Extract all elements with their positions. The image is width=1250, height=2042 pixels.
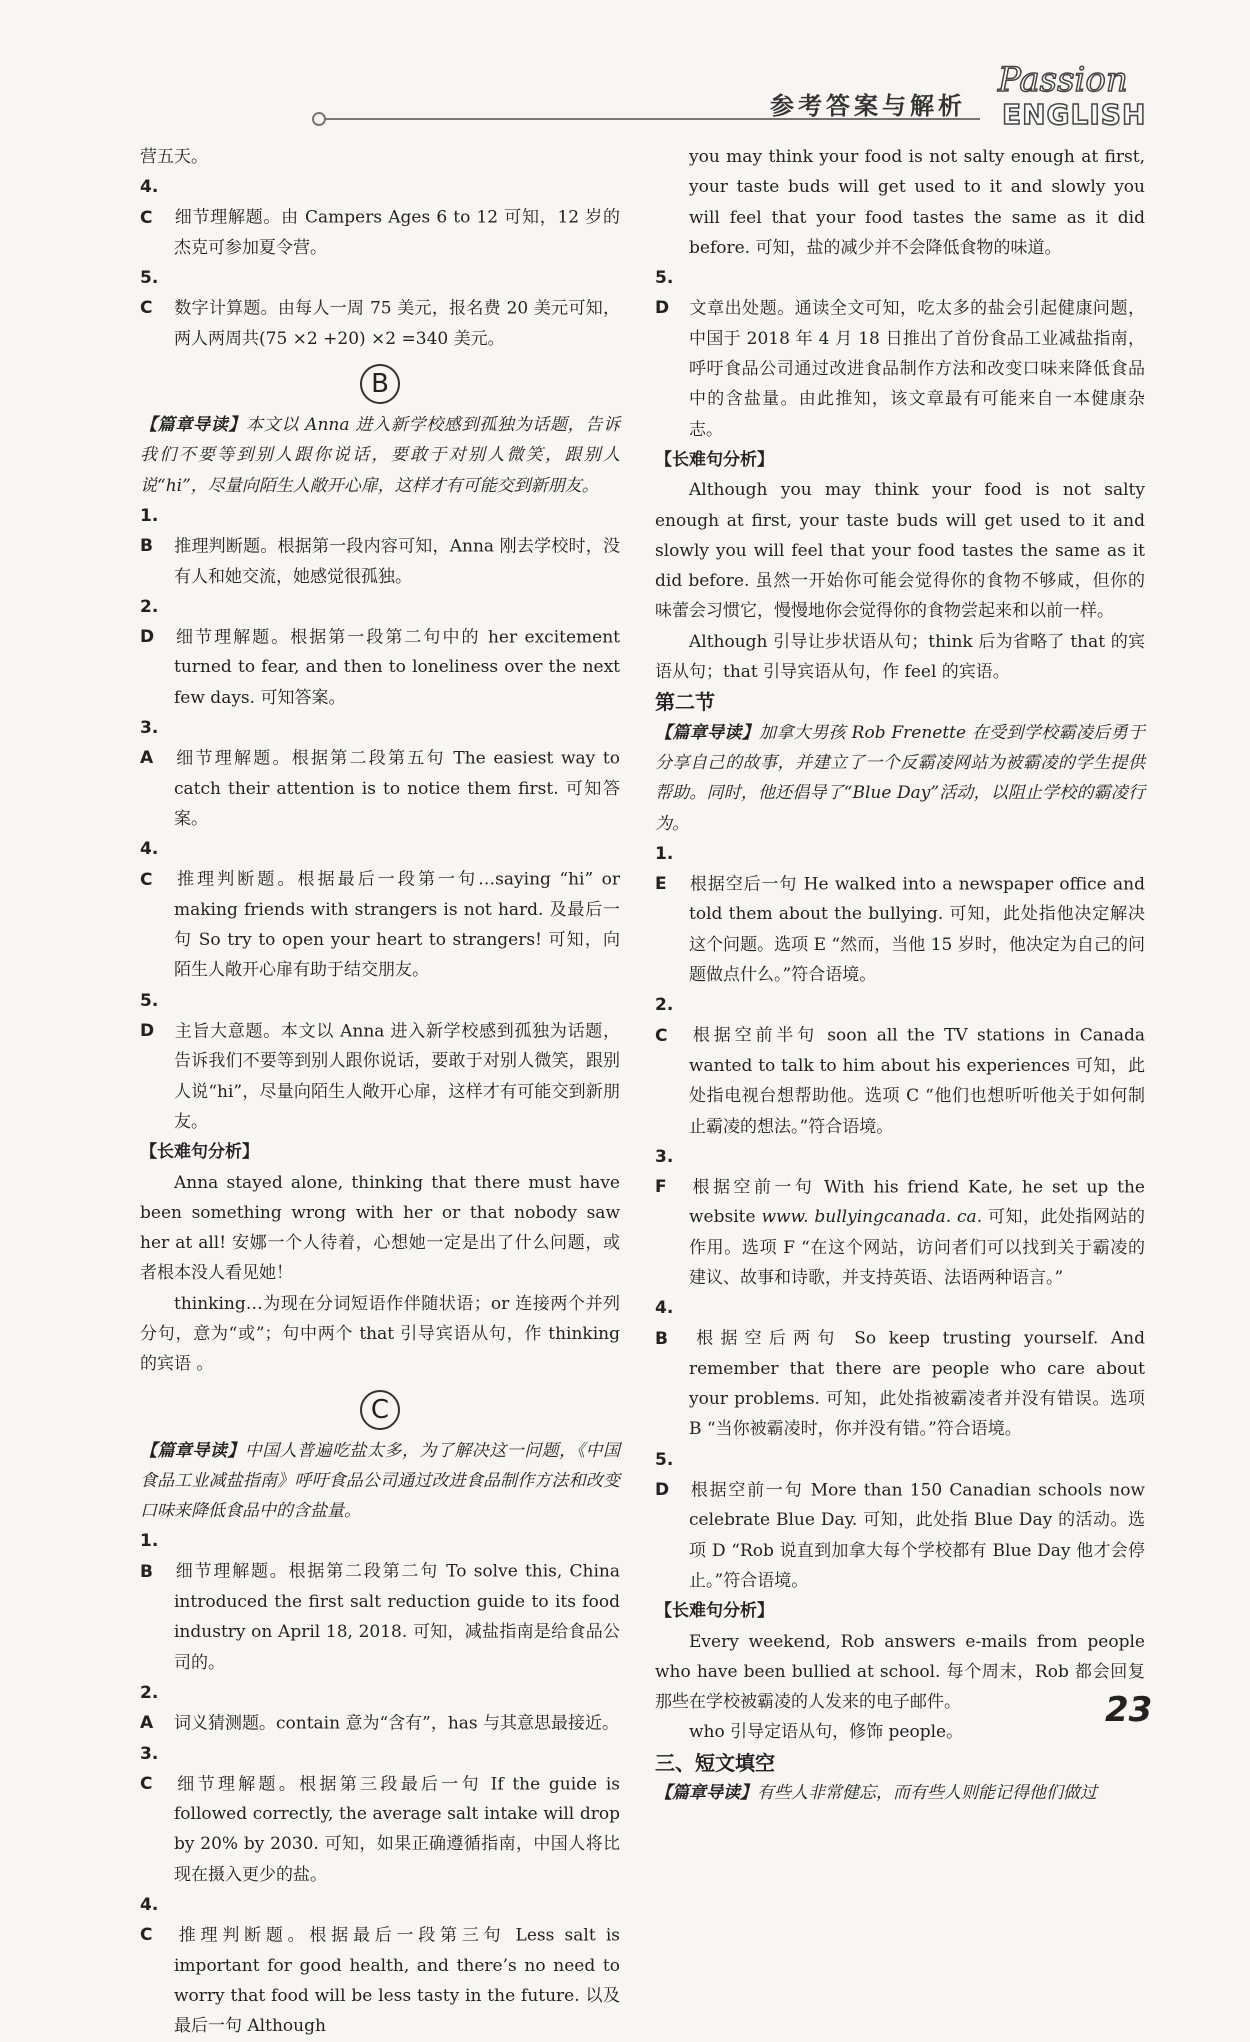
- answer-b3: [140, 713, 620, 834]
- answer-text: 根据空后一句 He walked into a newspaper office and told them about the bullying. 可知，此处指他决定解决这个问题。选项 E “然而，当他 15 岁时，他决定为自己的问题做点什么。”符合语境。: [689, 874, 1145, 986]
- section-3-heading: 三、短文填空: [655, 1750, 775, 1775]
- website-url: www. bullyingcanada. ca.: [761, 1207, 983, 1228]
- answer-text: 细节理解题。根据第二段第二句 To solve this, China introduced the first salt reduction guide to its food industry on April 18, 2018. 可知，减盐指南是给食品公司的。: [174, 1561, 620, 1673]
- answer-c1: [140, 1526, 620, 1677]
- long-sentence-tag: 【长难句分析】: [140, 1142, 259, 1163]
- answer-number: 3. F: [655, 1146, 674, 1198]
- answer-s5: [655, 1445, 1145, 1596]
- answer-b1: [140, 501, 620, 592]
- guide-text: 加拿大男孩 Rob Frenette 在受到学校霸凌后勇于分享自己的故事，并建立了一个反霸凌网站为被霸凌的学生提供帮助。同时，他还倡导了“Blue Day”活动，以阻止学校的霸凌行为。: [655, 722, 1146, 834]
- answer-text: 推理判断题。根据最后一段第一句…saying “hi” or making friends with strangers is not hard. 及最后一句 So try to open your heart to strangers! 可知，向陌生人敞开心扉有助于结交朋友。: [174, 869, 620, 981]
- answer-text: 主旨大意题。本文以 Anna 进入新学校感到孤独为话题，告诉我们不要等到别人跟你说话，要敢于对别人微笑，跟别人说“hi”，尽量向陌生人敞开心扉，这样才有可能交到新朋友。: [174, 1021, 620, 1132]
- answer-c2: [140, 1678, 620, 1739]
- answer-c5: [655, 263, 1145, 445]
- answer-text: 细节理解题。根据第一段第二句中的 her excitement turned to fear, and then to loneliness over the next few days. 可知答案。: [174, 627, 620, 708]
- answer-text-post: 可知，此处指网站的作用。选项 F “在这个网站，访问者们可以找到关于霸凌的建议、故事和诗歌，并支持英语、法语两种语言。”: [689, 1207, 1146, 1288]
- section-3-guide: [655, 1778, 1145, 1808]
- answer-number: 5. D: [140, 990, 159, 1042]
- answer-a-continued: 营五天。: [140, 147, 208, 167]
- answer-number: 5. D: [655, 1449, 674, 1501]
- answer-s1: [655, 839, 1145, 990]
- section-b-guide: [140, 410, 620, 501]
- section-2-heading: 第二节: [655, 690, 715, 715]
- long-sentence-c1: Although you may think your food is not salty enough at first, your taste buds will get used to it and slowly you will feel that your food tastes the same as it did before. 虽然一开始你可能会觉得你的食物不够咸，但你的味蕾会习惯它，慢慢地你会觉得你的食物尝起来和以前一样。: [655, 480, 1145, 622]
- answer-number: 1. B: [140, 505, 159, 557]
- long-sentence-tag: 【长难句分析】: [655, 449, 774, 470]
- guide-tag: 【篇章导读】: [140, 415, 247, 436]
- passion-english-logo: [990, 60, 1147, 131]
- header-title: 参考答案与解析: [770, 92, 966, 120]
- guide-tag: 【篇章导读】: [140, 1440, 245, 1461]
- answer-a4: [140, 172, 620, 263]
- answer-s2: [655, 990, 1145, 1141]
- guide-text: 有些人非常健忘，而有些人则能记得他们做过: [757, 1783, 1097, 1804]
- answer-text: 推理判断题。根据最后一段第三句 Less salt is important for good health, and there’s no need to worry that food will be less tasty in the future. 以及最后一句 Although: [174, 1925, 620, 2037]
- header-dot: [312, 112, 326, 126]
- long-sentence-c2: Although 引导让步状语从句；think 后为省略了 that 的宾语从句；that 引导宾语从句，作 feel 的宾语。: [655, 631, 1145, 683]
- answer-text: 细节理解题。根据第二段第五句 The easiest way to catch their attention is to notice them first. 可知答案。: [174, 748, 620, 829]
- answer-number: 5. D: [655, 268, 674, 319]
- answer-number: 2. C: [655, 995, 674, 1046]
- answer-b5: [140, 986, 620, 1137]
- section-c-marker: C: [360, 1390, 400, 1430]
- answer-number: 4. C: [140, 1895, 159, 1946]
- answer-s3: [655, 1142, 1145, 1293]
- page-header: [320, 60, 1147, 131]
- answer-number: 2. D: [140, 596, 159, 648]
- answer-number: 4. B: [655, 1298, 674, 1349]
- answer-c4: [140, 1890, 620, 2041]
- answer-text: 根据空前半句 soon all the TV stations in Canada wanted to talk to him about his experiences 可知，此处指电视台想帮助他。选项 C “他们也想听听他关于如何制止霸凌的想法。”符合语境。: [689, 1025, 1145, 1137]
- answer-text: 细节理解题。根据第三段最后一句 If the guide is followed correctly, the average salt intake will drop by 20% by 2030. 可知，如果正确遵循指南，中国人将比现在摄入更少的盐。: [174, 1773, 620, 1885]
- answer-c3: [140, 1739, 620, 1890]
- section-b-marker: B: [360, 364, 400, 404]
- long-sentence-s2: who 引导定语从句，修饰 people。: [689, 1722, 964, 1743]
- page-number: 23: [1105, 1690, 1153, 1730]
- long-sentence-s1: Every weekend, Rob answers e-mails from people who have been bullied at school. 每个周末，Rob 都会回复那些在学校被霸凌的人发来的电子邮件。: [655, 1631, 1145, 1713]
- answer-text: 数字计算题。由每人一周 75 美元，报名费 20 美元可知，两人两周共(75 ×2 +20) ×2 =340 美元。: [174, 298, 620, 349]
- long-sentence-b1: Anna stayed alone, thinking that there must have been something wrong with her or that nobody saw her at all! 安娜一个人待着，心想她一定是出了什么问题，或者根本没人看见她！: [140, 1172, 620, 1284]
- answer-number: 5. C: [140, 268, 159, 319]
- answer-number: 1. B: [140, 1531, 159, 1582]
- answer-text: 根据空前一句 More than 150 Canadian schools now celebrate Blue Day. 可知，此处指 Blue Day 的活动。选项 D “Rob 说直到加拿大每个学校都有 Blue Day 他才会停止。”符合语境。: [689, 1480, 1145, 1591]
- answer-s4: [655, 1293, 1145, 1444]
- long-sentence-b2: thinking…为现在分词短语作伴随状语；or 连接两个并列分句，意为“或”；句中两个 that 引导宾语从句，作 thinking 的宾语 。: [140, 1293, 620, 1375]
- long-sentence-tag: 【长难句分析】: [655, 1601, 774, 1622]
- guide-tag: 【篇章导读】: [655, 1783, 757, 1804]
- answer-text: 根据空后两句 So keep trusting yourself. And remember that there are people who care about your problems. 可知，此处指被霸凌者并没有错误。选项 B “当你被霸凌时，你并没有错。”符合语境。: [689, 1328, 1145, 1440]
- answer-b4: [140, 834, 620, 985]
- right-column: [655, 142, 1145, 1808]
- answer-text: you may think your food is not salty enough at first, your taste buds will get used to it and slowly you will feel that your food tastes the same as it did before. 可知，盐的减少并不会降低食物的味道。: [689, 147, 1145, 258]
- logo-top-text: Passion: [998, 60, 1128, 100]
- answer-number: 3. A: [140, 718, 159, 769]
- answer-text-pre: 根据空前一句 With his friend Kate, he set up the website: [689, 1177, 1145, 1228]
- answer-a5: [140, 263, 620, 354]
- answer-text: 文章出处题。通读全文可知，吃太多的盐会引起健康问题，中国于 2018 年 4 月 18 日推出了首份食品工业减盐指南，呼吁食品公司通过改进食品制作方法和改变口味来降低食品中的含盐量。由此推知，该文章最有可能来自一本健康杂志。: [689, 298, 1145, 440]
- answer-b2: [140, 592, 620, 713]
- guide-text: 本文以 Anna 进入新学校感到孤独为话题，告诉我们不要等到别人跟你说话，要敢于对别人微笑，跟别人说“hi”，尽量向陌生人敞开心扉，这样才有可能交到新朋友。: [140, 415, 621, 496]
- guide-tag: 【篇章导读】: [655, 722, 760, 743]
- answer-text: 推理判断题。根据第一段内容可知，Anna 刚去学校时，没有人和她交流，她感觉很孤独。: [174, 536, 620, 587]
- answer-number: 2. A: [140, 1682, 159, 1734]
- answer-number: 4. C: [140, 839, 159, 890]
- section-c-guide: [140, 1436, 620, 1527]
- logo-bottom-text: ENGLISH: [1002, 98, 1147, 131]
- section-2-guide: [655, 718, 1145, 839]
- answer-number: 3. C: [140, 1743, 159, 1794]
- answer-text: 词义猜测题。contain 意为“含有”，has 与其意思最接近。: [174, 1713, 620, 1734]
- left-column: [140, 142, 620, 2042]
- answer-number: 4. C: [140, 177, 159, 228]
- answer-number: 1. E: [655, 843, 674, 895]
- answer-c4-continued: [655, 142, 1145, 263]
- answer-text: 细节理解题。由 Campers Ages 6 to 12 可知，12 岁的杰克可参加夏令营。: [174, 207, 620, 258]
- guide-text: 中国人普遍吃盐太多，为了解决这一问题，《中国食品工业减盐指南》呼吁食品公司通过改进食品制作方法和改变口味来降低食品中的含盐量。: [140, 1440, 621, 1522]
